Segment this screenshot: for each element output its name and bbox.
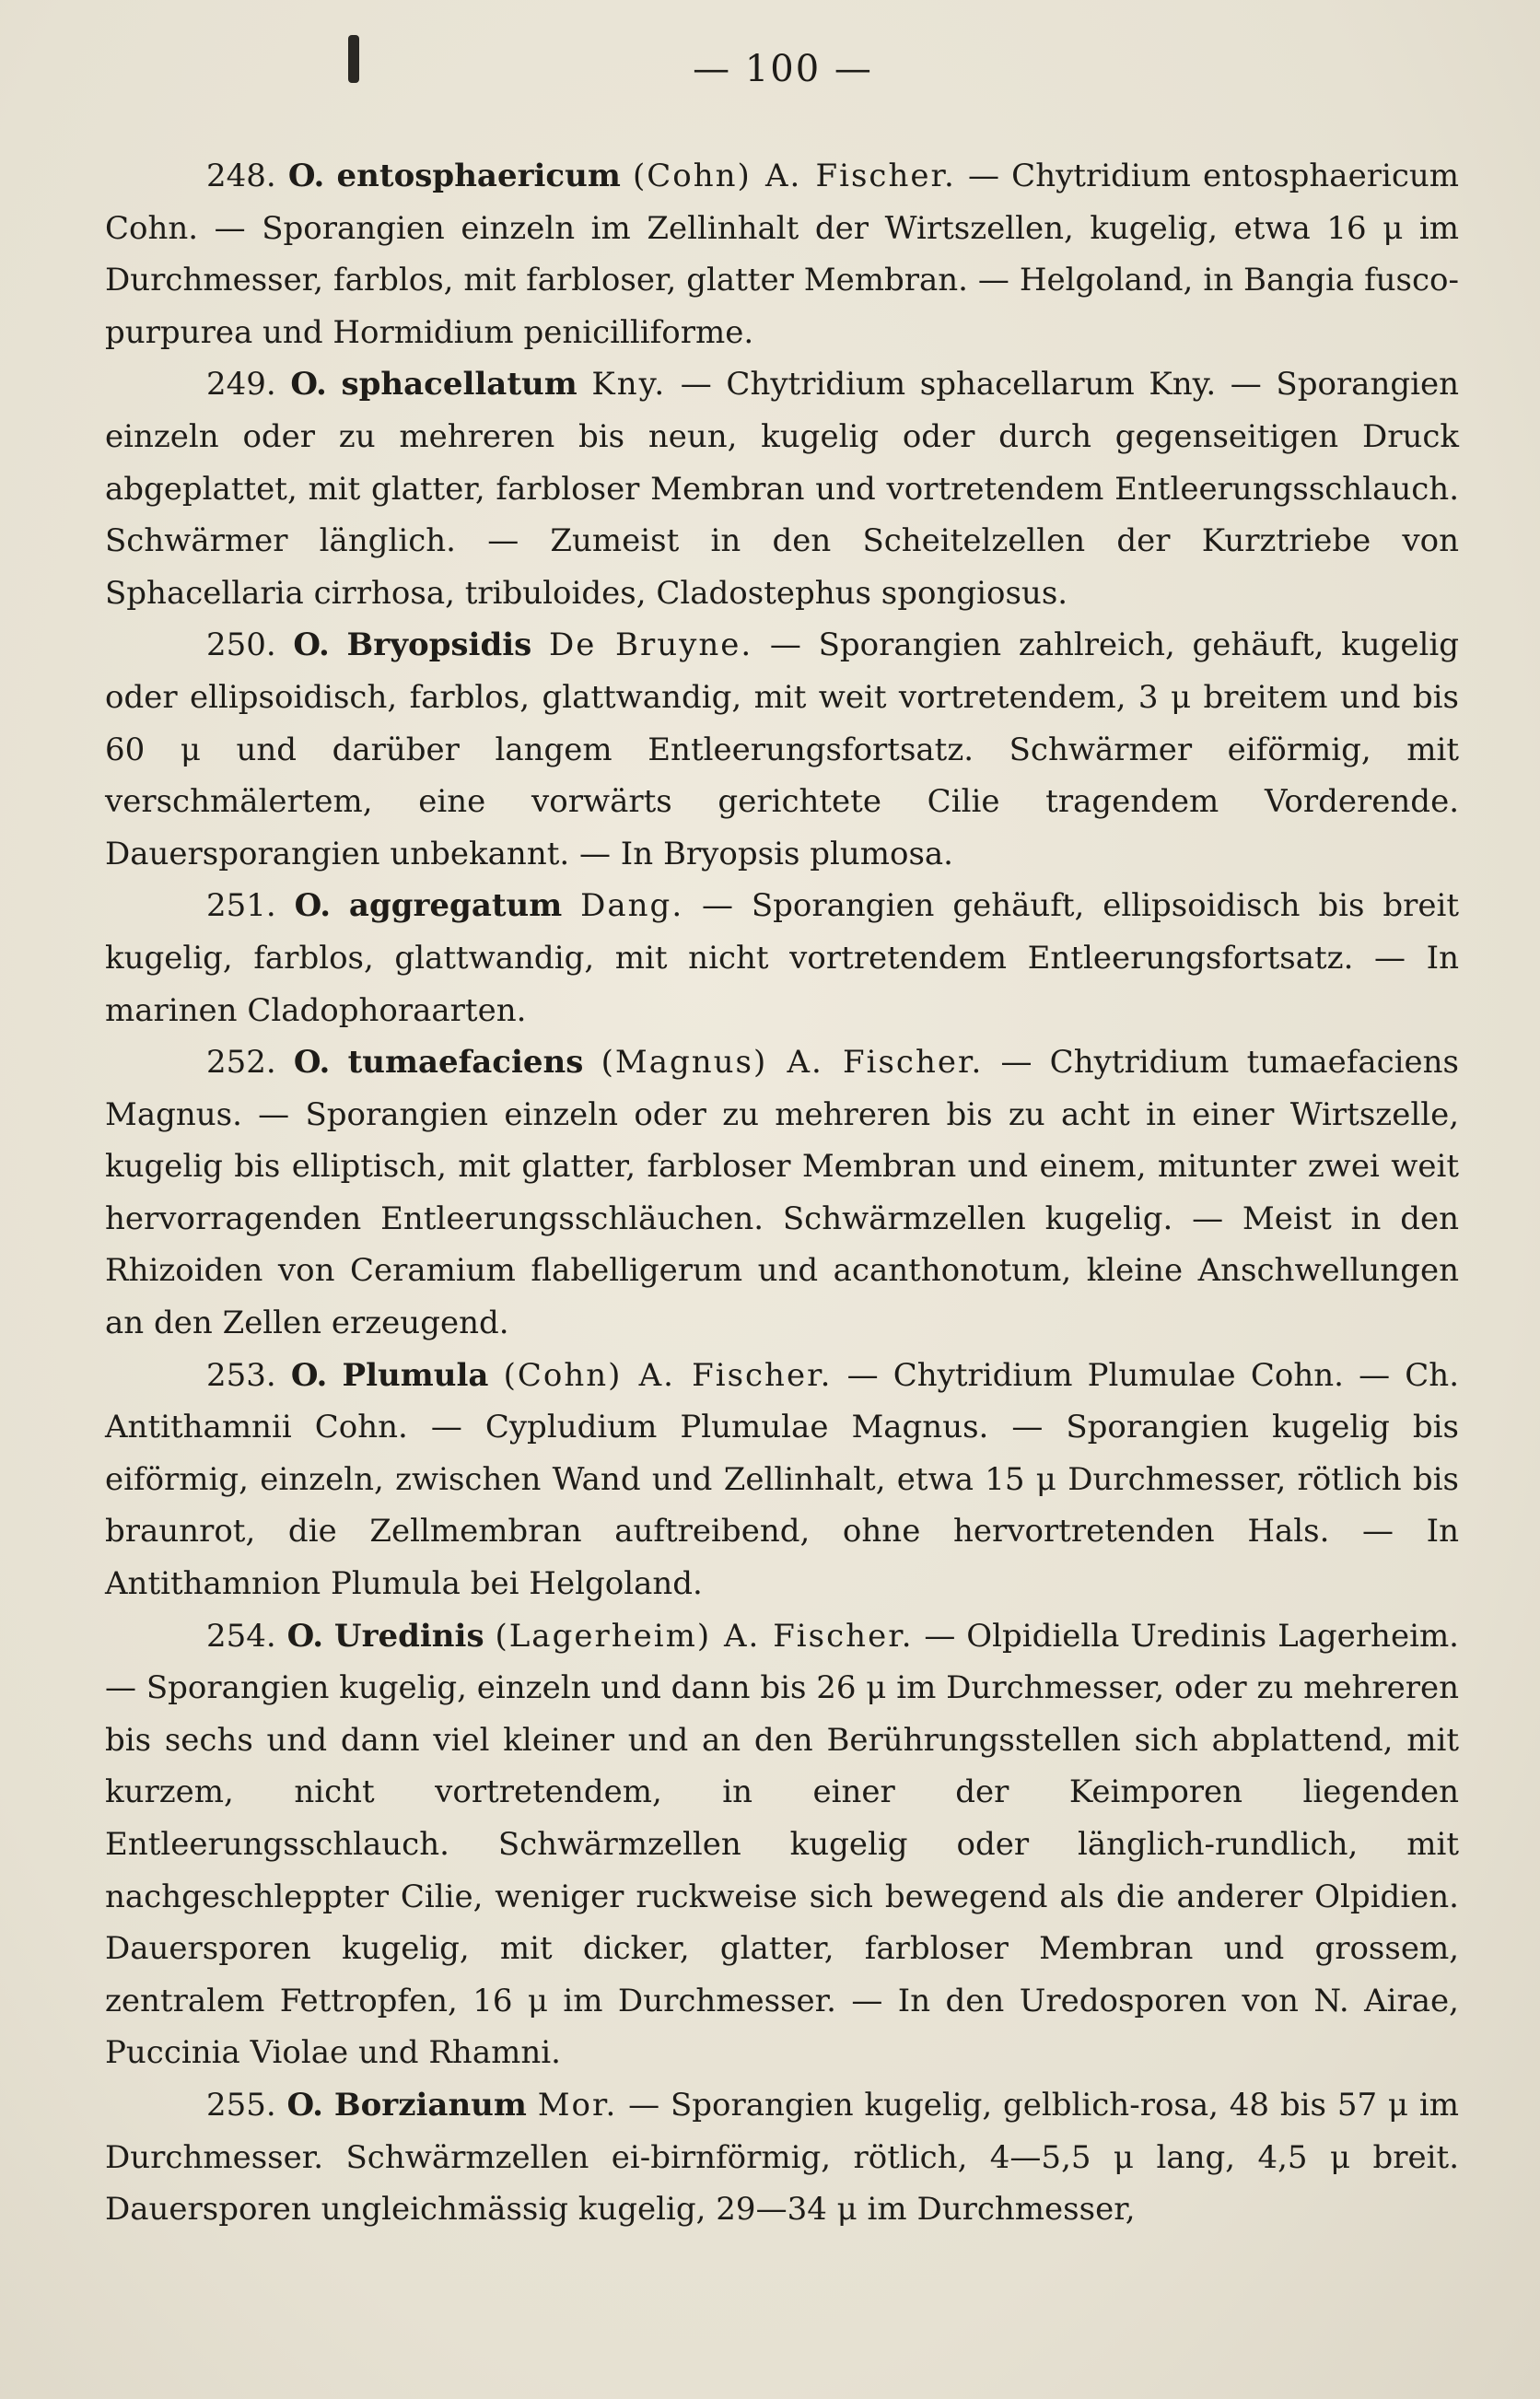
entry-author: Kny. <box>591 366 667 404</box>
entry-species: Plumula <box>342 1356 489 1394</box>
entry-250 <box>105 619 1459 880</box>
entry-genus: O. <box>290 1356 328 1394</box>
entry-genus: O. <box>287 158 325 194</box>
entry-genus: O. <box>293 626 330 664</box>
entry-author: Mor. <box>537 2086 618 2124</box>
entry-253 <box>105 1350 1459 1610</box>
page-number: — 100 — <box>693 48 873 90</box>
entry-author: (Lagerheim) A. Fischer. <box>495 1617 914 1655</box>
entry-number: 255. <box>206 2086 276 2124</box>
entry-author: (Cohn) A. Fischer. <box>503 1356 833 1394</box>
entry-number: 248. <box>206 158 276 194</box>
entry-number: 254. <box>206 1617 276 1655</box>
entry-number: 250. <box>206 626 276 664</box>
entry-254 <box>105 1610 1459 2079</box>
entry-species: sphacellatum <box>341 366 578 404</box>
entry-species: tumaefaciens <box>347 1044 584 1082</box>
entry-species: aggregatum <box>348 887 563 925</box>
entry-genus: O. <box>293 1044 331 1082</box>
entry-genus: O. <box>286 1617 324 1655</box>
entry-text: — Chytridium sphacellarum Kny. — Sporangien einzeln oder zu mehreren bis neun, kugelig oder durch gegenseitigen Druck abgeplattet, mit glatter, farbloser Membran und vortretendem Entleerungsschlauch. Schwärmer länglich. — Zumeist in den Scheitelzellen der Kurztriebe von Sphacellaria cirrhosa, tribuloides, Cladostephus spongiosus. <box>105 366 1460 612</box>
entry-number: 252. <box>206 1044 276 1082</box>
entry-author: Dang. <box>580 887 684 925</box>
entry-text: — Sporangien gehäuft, ellipsoidisch bis breit kugelig, farblos, glattwandig, mit nicht vortretendem Entleerungsfortsatz. — In marinen Cladophoraarten. <box>105 887 1460 1029</box>
entry-species: Uredinis <box>333 1617 484 1655</box>
entry-text: — Sporangien kugelig, gelblich-rosa, 48 bis 57 μ im Durchmesser. Schwärmzellen ei-birnförmig, rötlich, 4—5,5 μ lang, 4,5 μ breit. Dauersporen ungleichmässig kugelig, 29—34 μ im Durchmesser, <box>105 2086 1459 2229</box>
entry-author: (Magnus) A. Fischer. <box>601 1044 984 1082</box>
entry-249 <box>105 358 1459 619</box>
entry-species: Borzianum <box>333 2086 527 2124</box>
entry-text: — Sporangien zahlreich, gehäuft, kugelig oder ellipsoidisch, farblos, glattwandig, mit weit vortretendem, 3 μ breitem und bis 60 μ und darüber langem Entleerungsfortsatz. Schwärmer eiförmig, mit verschmälertem, eine vorwärts gerichtete Cilie tragendem Vorderende. Dauersporangien unbekannt. — In Bryopsis plumosa. <box>105 626 1460 872</box>
entry-number: 249. <box>206 366 276 404</box>
entry-251 <box>105 880 1459 1036</box>
entry-255 <box>105 2079 1459 2236</box>
entry-text: — Olpidiella Uredinis Lagerheim. — Sporangien kugelig, einzeln und dann bis 26 μ im Durchmesser, oder zu mehreren bis sechs und dann viel kleiner und an den Berührungsstellen sich abplattend, mit kurzem, nicht vortretendem, in einer der Keimporen liegenden Entleerungsschlauch. Schwärmzellen kugelig oder länglich-rundlich, mit nachgeschleppter Cilie, weniger ruckweise sich bewegend als die anderer Olpidien. Dauersporen kugelig, mit dicker, glatter, farbloser Membran und grossem, zentralem Fettropfen, 16 μ im Durchmesser. — In den Uredosporen von N. Airae, Puccinia Violae und Rhamni. <box>105 1617 1459 2072</box>
entry-text: — Chytridium tumaefaciens Magnus. — Sporangien einzeln oder zu mehreren bis zu acht in einer Wirtszelle, kugelig bis elliptisch, mit glatter, farbloser Membran und einem, mitunter zwei weit hervorragenden Entleerungsschläuchen. Schwärmzellen kugelig. — Meist in den Rhizoiden von Ceramium flabelligerum und acanthonotum, kleine Anschwellungen an den Zellen erzeugend. <box>105 1044 1459 1342</box>
entry-author: (Cohn) A. Fischer. <box>633 158 956 194</box>
entry-author: De Bruyne. <box>548 626 753 664</box>
entry-genus: O. <box>286 2086 324 2124</box>
entry-number: 253. <box>206 1356 276 1394</box>
entry-species: Bryopsidis <box>346 626 532 664</box>
entry-number: 251. <box>206 887 276 925</box>
entry-text: — Chytridium Plumulae Cohn. — Ch. Antithamnii Cohn. — Cypludium Plumulae Magnus. — Sporangien kugelig bis eiförmig, einzeln, zwischen Wand und Zellinhalt, etwa 15 μ Durchmesser, rötlich bis braunrot, die Zellmembran auftreibend, ohne hervortretenden Hals. — In Antithamnion Plumula bei Helgoland. <box>105 1356 1460 1603</box>
entry-text: — Chytridium entosphaericum Cohn. — Sporangien einzeln im Zellinhalt der Wirtszellen, kugelig, etwa 16 μ im Durchmesser, farblos, mit farbloser, glatter Membran. — Helgoland, in Bangia fusco-purpurea und Hormidium penicilliforme. <box>105 158 1460 351</box>
entry-list <box>105 150 1459 2236</box>
entry-248 <box>105 150 1459 358</box>
entry-252 <box>105 1036 1459 1350</box>
entry-genus: O. <box>294 887 332 925</box>
entry-genus: O. <box>290 366 327 404</box>
entry-species: entosphaericum <box>336 158 621 194</box>
